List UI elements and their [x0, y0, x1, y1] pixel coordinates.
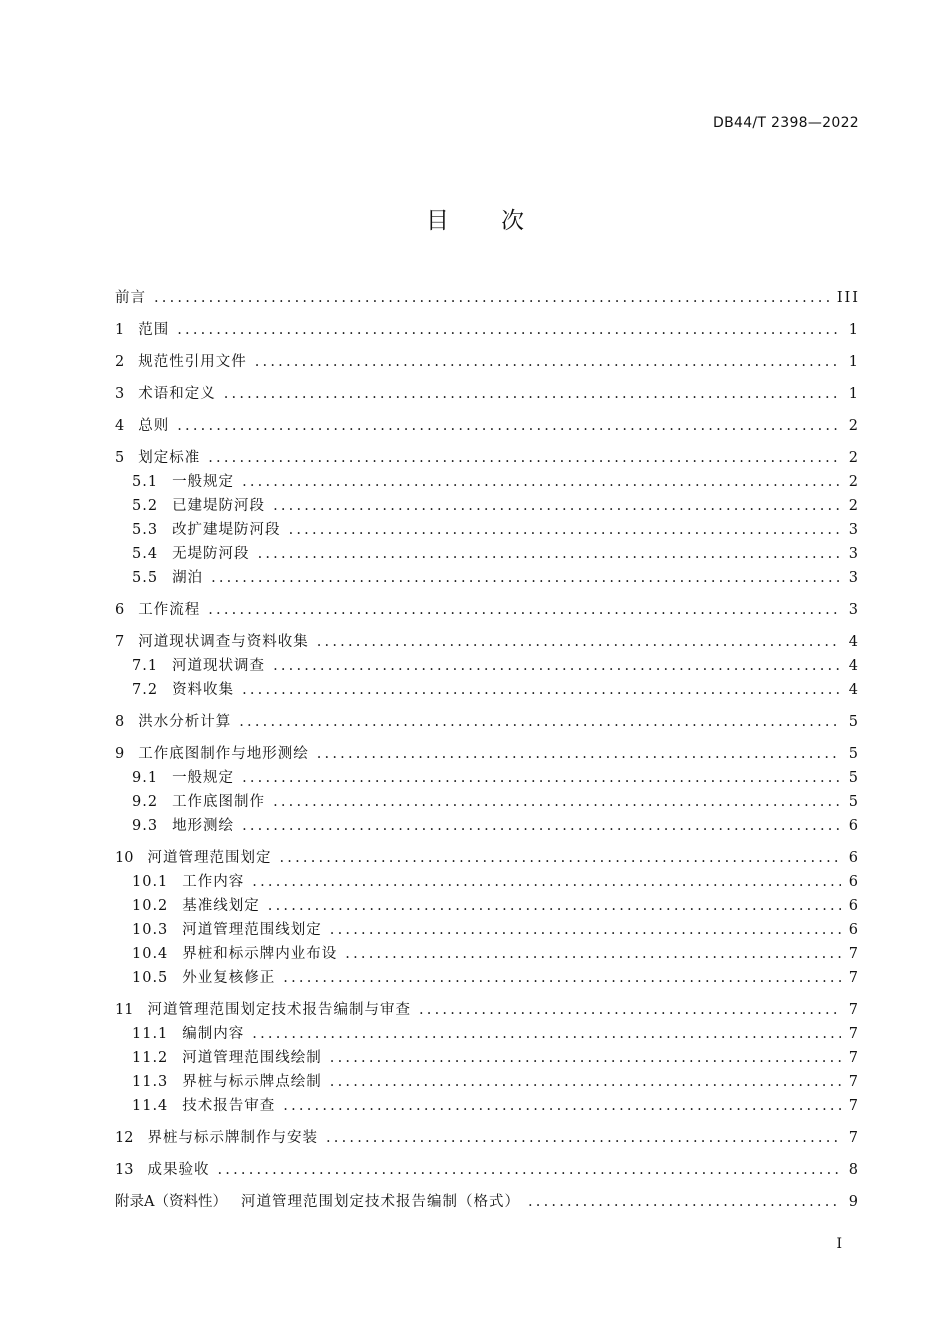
- toc-entry-number: 5.3: [132, 522, 159, 538]
- toc-entry-page: 2: [848, 498, 860, 514]
- toc-entry[interactable]: [115, 630, 860, 654]
- toc-entry-page: 8: [848, 1162, 860, 1178]
- toc-entry-page: 1: [848, 322, 860, 338]
- toc-entry[interactable]: [115, 846, 860, 870]
- toc-entry-page: 5: [848, 794, 860, 810]
- toc-entry-number: 6: [115, 602, 125, 618]
- toc-entry-page: 9: [848, 1194, 860, 1210]
- toc-entry[interactable]: [115, 414, 860, 438]
- toc-entry-label: 河道管理范围划定技术报告编制（格式）: [240, 1194, 520, 1210]
- toc-entry[interactable]: [115, 350, 860, 374]
- standard-code: DB44/T 2398—2022: [713, 115, 859, 131]
- toc-entry-number: 11.3: [132, 1074, 169, 1090]
- toc-subentry[interactable]: [115, 566, 860, 590]
- toc-entry-page: 7: [848, 970, 860, 986]
- toc-entry-page: 7: [848, 1002, 860, 1018]
- toc-entry[interactable]: [115, 286, 860, 310]
- toc-entry-number: 5.2: [132, 498, 159, 514]
- toc-entry-label: 河道管理范围划定技术报告编制与审查: [147, 1002, 411, 1018]
- toc-dot-leader: [211, 566, 841, 590]
- toc-subentry[interactable]: [115, 766, 860, 790]
- toc-entry-page: 7: [848, 946, 860, 962]
- toc-dot-leader: [419, 998, 841, 1022]
- toc-dot-leader: [330, 918, 841, 942]
- table-of-contents: [115, 286, 860, 1214]
- toc-entry-label: 成果验收: [147, 1162, 210, 1178]
- toc-subentry[interactable]: [115, 542, 860, 566]
- toc-entry-number: 8: [115, 714, 125, 730]
- toc-dot-leader: [528, 1190, 841, 1214]
- toc-entry-label: 基准线划定: [182, 898, 260, 914]
- toc-subentry[interactable]: [115, 870, 860, 894]
- toc-dot-leader: [289, 518, 841, 542]
- toc-entry-number: 9.2: [132, 794, 159, 810]
- toc-entry-page: 4: [848, 682, 860, 698]
- toc-entry-number: 5.1: [132, 474, 159, 490]
- toc-entry-label: 洪水分析计算: [138, 714, 232, 730]
- toc-entry-number: 12: [115, 1130, 134, 1146]
- toc-entry-label: 工作流程: [138, 602, 201, 618]
- toc-entry-label: 湖泊: [172, 570, 204, 586]
- toc-entry-page: 6: [848, 850, 860, 866]
- toc-subentry[interactable]: [115, 918, 860, 942]
- toc-entry-page: 1: [848, 354, 860, 370]
- toc-entry-label: 前言: [115, 290, 146, 306]
- toc-entry-label: 工作内容: [182, 874, 245, 890]
- toc-entry[interactable]: [115, 598, 860, 622]
- toc-dot-leader: [317, 742, 841, 766]
- toc-entry-label: 技术报告审查: [182, 1098, 276, 1114]
- toc-subentry[interactable]: [115, 942, 860, 966]
- toc-entry-number: 10: [115, 850, 134, 866]
- toc-entry-number: 2: [115, 354, 125, 370]
- toc-entry-page: 4: [848, 658, 860, 674]
- toc-entry-number: 10.5: [132, 970, 169, 986]
- toc-subentry[interactable]: [115, 1022, 860, 1046]
- toc-dot-leader: [255, 350, 841, 374]
- toc-subentry[interactable]: [115, 678, 860, 702]
- toc-entry-label: 改扩建堤防河段: [172, 522, 281, 538]
- toc-dot-leader: [252, 870, 840, 894]
- toc-entry-label: 界桩与标示牌点绘制: [182, 1074, 322, 1090]
- toc-entry-page: 6: [848, 874, 860, 890]
- toc-entry-page: 7: [848, 1026, 860, 1042]
- toc-entry-number: 1: [115, 322, 125, 338]
- toc-dot-leader: [154, 286, 829, 310]
- title-char-1: 目: [426, 208, 449, 234]
- toc-entry-page: 4: [848, 634, 860, 650]
- toc-dot-leader: [217, 1158, 840, 1182]
- toc-entry-number: 10.3: [132, 922, 169, 938]
- toc-subentry[interactable]: [115, 814, 860, 838]
- toc-entry-page: 5: [848, 714, 860, 730]
- toc-entry-label: 总则: [138, 418, 170, 434]
- toc-subentry[interactable]: [115, 1094, 860, 1118]
- toc-entry[interactable]: [115, 742, 860, 766]
- toc-entry-page: 3: [848, 602, 860, 618]
- toc-dot-leader: [273, 654, 841, 678]
- toc-dot-leader: [330, 1046, 841, 1070]
- toc-entry-number: 10.2: [132, 898, 169, 914]
- toc-entry-number: 9: [115, 746, 125, 762]
- toc-entry-label: 外业复核修正: [182, 970, 276, 986]
- toc-dot-leader: [208, 598, 841, 622]
- toc-entry[interactable]: [115, 446, 860, 470]
- toc-entry-number: 7: [115, 634, 125, 650]
- toc-dot-leader: [177, 414, 841, 438]
- toc-entry-number: 附录A（资料性）: [115, 1194, 227, 1210]
- toc-entry-number: 11.2: [132, 1050, 169, 1066]
- page-number: I: [836, 1236, 842, 1252]
- toc-entry[interactable]: [115, 710, 860, 734]
- toc-entry-page: 6: [848, 922, 860, 938]
- toc-entry-label: 河道管理范围线划定: [182, 922, 322, 938]
- toc-entry-label: 划定标准: [138, 450, 201, 466]
- toc-entry[interactable]: [115, 998, 860, 1022]
- toc-dot-leader: [208, 446, 841, 470]
- toc-dot-leader: [279, 846, 840, 870]
- toc-entry-page: III: [836, 290, 860, 306]
- toc-entry-label: 已建堤防河段: [172, 498, 266, 514]
- toc-entry-number: 5: [115, 450, 125, 466]
- toc-dot-leader: [242, 766, 841, 790]
- toc-entry-number: 13: [115, 1162, 134, 1178]
- toc-dot-leader: [258, 542, 841, 566]
- toc-entry-label: 一般规定: [172, 770, 235, 786]
- toc-entry-number: 5.4: [132, 546, 159, 562]
- toc-entry-number: 10.4: [132, 946, 169, 962]
- toc-entry-number: 4: [115, 418, 125, 434]
- toc-dot-leader: [273, 790, 841, 814]
- toc-entry-number: 11.4: [132, 1098, 169, 1114]
- toc-dot-leader: [330, 1070, 841, 1094]
- toc-entry-page: 7: [848, 1074, 860, 1090]
- toc-entry-number: 11: [115, 1002, 134, 1018]
- toc-entry-label: 术语和定义: [138, 386, 216, 402]
- toc-entry-number: 11.1: [132, 1026, 169, 1042]
- toc-entry-label: 无堤防河段: [172, 546, 250, 562]
- toc-entry-label: 河道现状调查与资料收集: [138, 634, 309, 650]
- toc-entry-page: 5: [848, 746, 860, 762]
- toc-dot-leader: [252, 1022, 840, 1046]
- toc-entry-label: 资料收集: [172, 682, 235, 698]
- toc-entry[interactable]: [115, 318, 860, 342]
- toc-entry-page: 6: [848, 898, 860, 914]
- toc-dot-leader: [283, 966, 840, 990]
- toc-dot-leader: [317, 630, 841, 654]
- toc-entry-page: 6: [848, 818, 860, 834]
- toc-entry-number: 3: [115, 386, 125, 402]
- toc-entry-number: 7.1: [132, 658, 159, 674]
- toc-dot-leader: [242, 814, 841, 838]
- toc-entry-page: 2: [848, 474, 860, 490]
- toc-entry-label: 工作底图制作: [172, 794, 266, 810]
- toc-entry-number: 10.1: [132, 874, 169, 890]
- page-title: [0, 202, 950, 235]
- toc-dot-leader: [283, 1094, 840, 1118]
- toc-entry[interactable]: [115, 1158, 860, 1182]
- toc-entry-page: 1: [848, 386, 860, 402]
- toc-subentry[interactable]: [115, 518, 860, 542]
- toc-entry-label: 一般规定: [172, 474, 235, 490]
- toc-dot-leader: [224, 382, 841, 406]
- toc-entry-page: 7: [848, 1130, 860, 1146]
- toc-subentry[interactable]: [115, 470, 860, 494]
- toc-entry-label: 编制内容: [182, 1026, 245, 1042]
- toc-entry-number: 7.2: [132, 682, 159, 698]
- toc-entry-page: 5: [848, 770, 860, 786]
- toc-entry-page: 3: [848, 522, 860, 538]
- toc-dot-leader: [273, 494, 841, 518]
- toc-dot-leader: [239, 710, 841, 734]
- toc-dot-leader: [326, 1126, 841, 1150]
- toc-entry-page: 3: [848, 546, 860, 562]
- toc-entry-label: 河道现状调查: [172, 658, 266, 674]
- toc-subentry[interactable]: [115, 494, 860, 518]
- toc-entry-number: 5.5: [132, 570, 159, 586]
- toc-entry-label: 地形测绘: [172, 818, 235, 834]
- toc-subentry[interactable]: [115, 1046, 860, 1070]
- toc-dot-leader: [268, 894, 841, 918]
- toc-entry-label: 范围: [138, 322, 170, 338]
- toc-entry-page: 7: [848, 1098, 860, 1114]
- toc-dot-leader: [242, 470, 841, 494]
- toc-entry-page: 2: [848, 450, 860, 466]
- toc-subentry[interactable]: [115, 1070, 860, 1094]
- toc-subentry[interactable]: [115, 894, 860, 918]
- toc-entry-label: 界桩和标示牌内业布设: [182, 946, 338, 962]
- toc-entry[interactable]: [115, 1190, 860, 1214]
- toc-entry-page: 3: [848, 570, 860, 586]
- toc-subentry[interactable]: [115, 966, 860, 990]
- toc-entry[interactable]: [115, 382, 860, 406]
- toc-dot-leader: [242, 678, 841, 702]
- toc-entry-label: 工作底图制作与地形测绘: [138, 746, 309, 762]
- toc-entry-label: 界桩与标示牌制作与安装: [147, 1130, 318, 1146]
- toc-entry-number: 9.3: [132, 818, 159, 834]
- toc-entry-page: 2: [848, 418, 860, 434]
- toc-entry-page: 7: [848, 1050, 860, 1066]
- toc-dot-leader: [177, 318, 841, 342]
- toc-subentry[interactable]: [115, 790, 860, 814]
- toc-entry-label: 规范性引用文件: [138, 354, 247, 370]
- toc-entry-label: 河道管理范围线绘制: [182, 1050, 322, 1066]
- toc-entry-number: 9.1: [132, 770, 159, 786]
- toc-entry-label: 河道管理范围划定: [147, 850, 272, 866]
- toc-dot-leader: [345, 942, 840, 966]
- toc-entry[interactable]: [115, 1126, 860, 1150]
- toc-subentry[interactable]: [115, 654, 860, 678]
- title-char-2: 次: [501, 208, 524, 234]
